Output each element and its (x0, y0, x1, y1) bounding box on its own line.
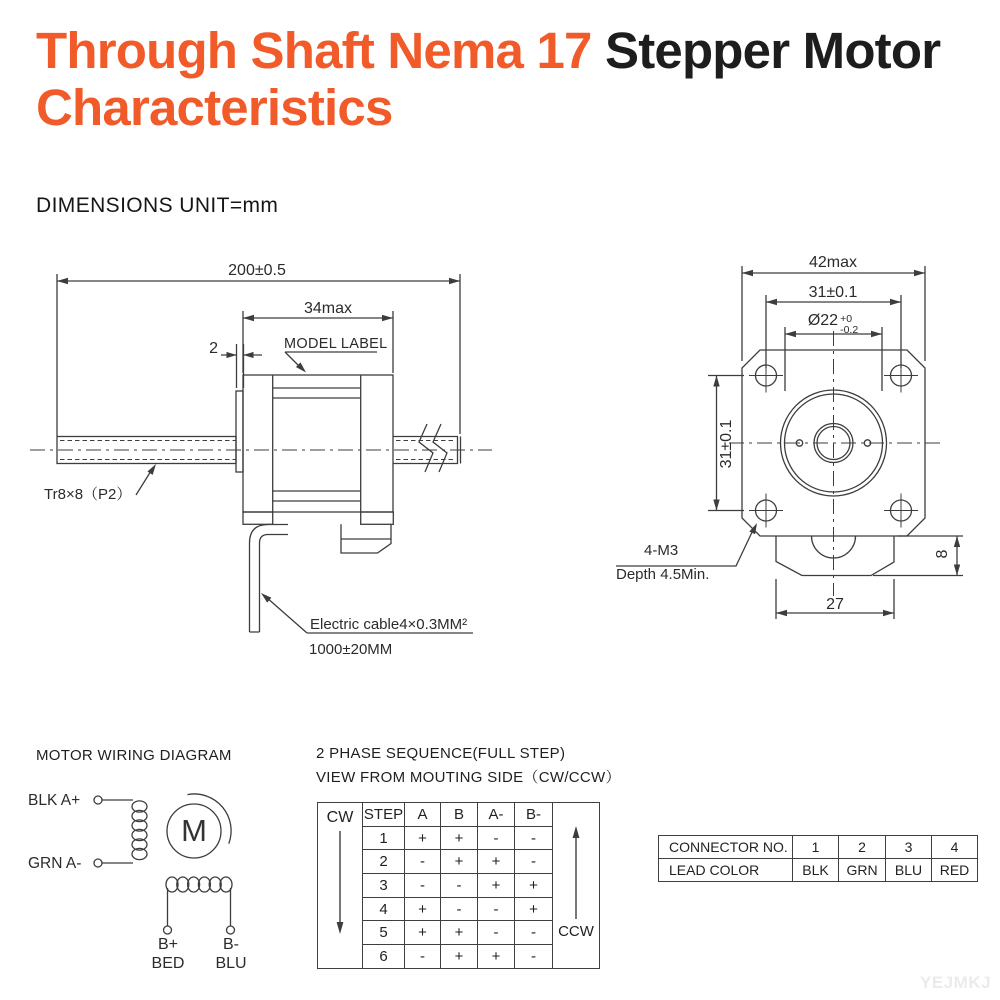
leadscrew-label: Tr8×8（P2） (44, 486, 132, 503)
phase-cell: + (441, 850, 478, 874)
lead-color-row-label: LEAD COLOR (659, 859, 793, 882)
phase-cell: - (515, 826, 553, 850)
connector-table (658, 835, 978, 882)
b-plus-color-label: BED (151, 955, 185, 972)
phase-header-b: B (441, 803, 478, 827)
dim-connector-width: 27 (826, 596, 844, 613)
phase-cell: 3 (363, 874, 405, 898)
connector-number-row (659, 836, 978, 859)
phase-cell: + (441, 945, 478, 969)
lead-color-cell: BLK (793, 859, 839, 882)
phase-cell: - (515, 921, 553, 945)
lead-color-row (659, 859, 978, 882)
phase-cell: - (478, 826, 515, 850)
phase-cell: - (478, 897, 515, 921)
dimensions-unit-note: DIMENSIONS UNIT=mm (36, 194, 279, 217)
phase-cell: + (405, 826, 441, 850)
phase-cell: 1 (363, 826, 405, 850)
connector-cell: 1 (793, 836, 839, 859)
watermark: YEJMKJ (920, 973, 992, 992)
phase-cell: + (515, 874, 553, 898)
dim-connector-height: 8 (934, 549, 951, 559)
b-minus-color-label: BLU (215, 955, 247, 972)
phase-cell: + (441, 826, 478, 850)
phase-cell: - (405, 945, 441, 969)
phase-heading-line1: 2 PHASE SEQUENCE(FULL STEP) (316, 745, 566, 762)
phase-cell: - (405, 850, 441, 874)
connector-cell: 2 (839, 836, 886, 859)
connector-cell: 4 (932, 836, 978, 859)
mounting-holes-label-line1: 4-M3 (644, 542, 679, 559)
phase-cell: - (405, 874, 441, 898)
phase-cell: + (441, 921, 478, 945)
cw-label: CW (326, 809, 354, 826)
cable-label-line1: Electric cable4×0.3MM² (310, 616, 468, 633)
phase-cell: 5 (363, 921, 405, 945)
b-minus-label: B- (223, 936, 239, 953)
phase-cell: + (405, 921, 441, 945)
phase-cell: - (478, 921, 515, 945)
title-line1-dark: Stepper Motor (604, 22, 941, 79)
b-plus-label: B+ (157, 936, 178, 953)
phase-a-plus-label: BLK A+ (28, 792, 81, 809)
lead-color-cell: BLU (886, 859, 932, 882)
dim-pilot-diameter (781, 312, 885, 335)
phase-header-b-minus: B- (515, 803, 553, 827)
phase-cell: + (515, 897, 553, 921)
phase-cell: 6 (363, 945, 405, 969)
dim-total-length: 200±0.5 (228, 262, 286, 279)
ccw-label: CCW (558, 923, 594, 940)
phase-heading-line2: VIEW FROM MOUTING SIDE（CW/CCW） (316, 769, 621, 786)
model-label-callout: MODEL LABEL (284, 336, 388, 352)
phase-header-step: STEP (363, 803, 405, 827)
phase-a-minus-label: GRN A- (28, 855, 82, 872)
phase-header-a-minus: A- (478, 803, 515, 827)
dim-pilot-tol-lower: -0.2 (840, 323, 859, 336)
dim-flange-width: 42max (808, 254, 858, 271)
dim-pilot-value: Ø22 (807, 312, 839, 329)
phase-header-a: A (405, 803, 441, 827)
wiring-diagram-heading: MOTOR WIRING DIAGRAM (36, 747, 232, 764)
mounting-holes-label-line2: Depth 4.5Min. (616, 566, 710, 583)
phase-cell: 4 (363, 897, 405, 921)
cw-column (318, 803, 363, 969)
lead-color-cell: GRN (839, 859, 886, 882)
phase-cell: + (478, 874, 515, 898)
phase-cell: - (515, 850, 553, 874)
connector-row-label: CONNECTOR NO. (659, 836, 793, 859)
phase-cell: + (478, 945, 515, 969)
motor-symbol: M (181, 813, 207, 848)
dim-pilot-tolerance (840, 314, 858, 335)
phase-cell: - (515, 945, 553, 969)
phase-cell: - (441, 897, 478, 921)
phase-cell: 2 (363, 850, 405, 874)
ccw-arrow-up-icon (570, 825, 582, 921)
connector-cell: 3 (886, 836, 932, 859)
side-view-drawing (30, 274, 492, 633)
wiring-diagram-drawing (94, 794, 235, 934)
dim-pilot-tol-upper: +0 (840, 313, 853, 325)
dim-hole-spacing-vertical: 31±0.1 (718, 419, 735, 469)
dim-boss-width: 2 (209, 340, 218, 357)
phase-cell: + (478, 850, 515, 874)
cw-arrow-down-icon (334, 827, 346, 935)
title-line2-orange: Characteristics (36, 79, 393, 136)
lead-color-cell: RED (932, 859, 978, 882)
cable-label-line2: 1000±20MM (309, 641, 393, 658)
dim-hole-spacing-horizontal: 31±0.1 (808, 284, 858, 301)
title-line1-orange: Through Shaft Nema 17 (36, 22, 605, 79)
dim-body-length: 34max (303, 300, 353, 317)
phase-cell: + (405, 897, 441, 921)
ccw-column (553, 803, 600, 969)
phase-cell: - (441, 874, 478, 898)
phase-sequence-table (317, 802, 600, 969)
